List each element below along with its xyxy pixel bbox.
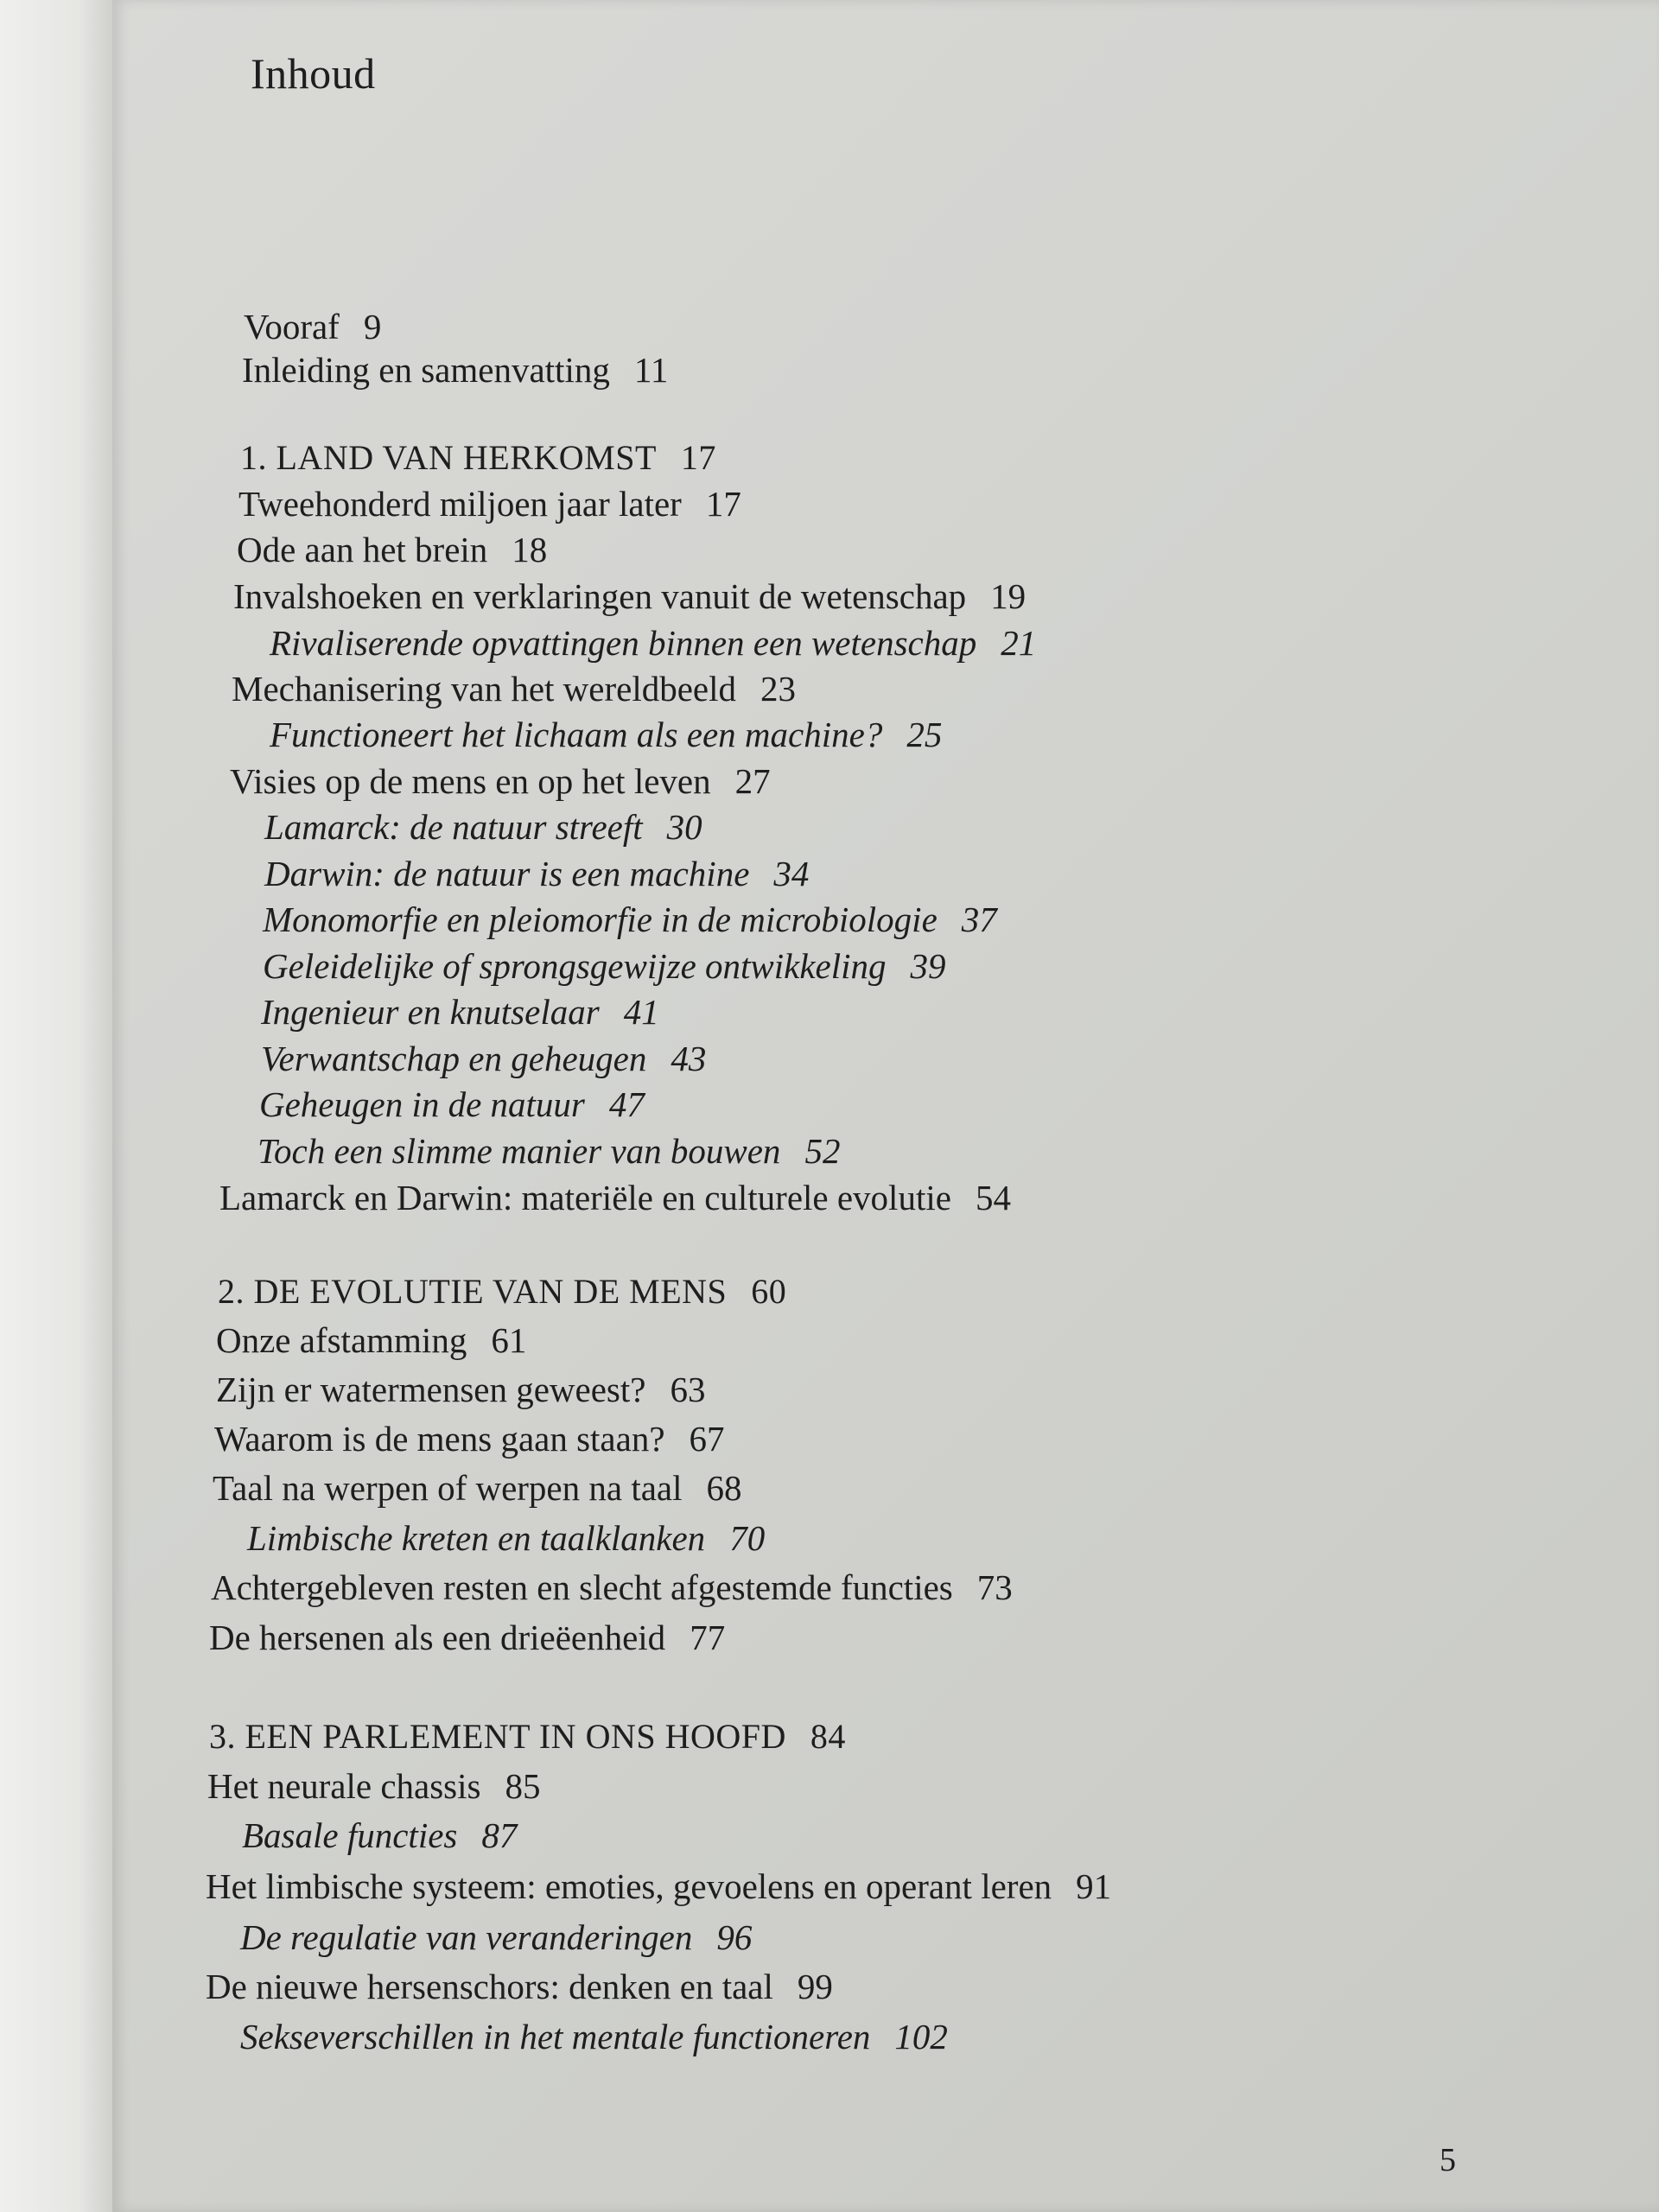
toc-subsection [240,1917,753,1957]
toc-section [206,1866,1112,1906]
toc-subsection [263,899,997,939]
toc-subsection [270,717,942,753]
toc-entry-title: Geheugen in de natuur [259,1084,585,1124]
toc-entry-title: Vooraf [244,307,340,346]
toc-section [206,1969,833,2005]
toc-subsection [261,992,659,1032]
toc-entry-title: Rivaliserende opvattingen binnen een wetenschap [270,623,977,663]
toc-entry-page: 34 [773,854,810,893]
toc-entry-title: 1. LAND VAN HERKOMST [240,438,657,477]
toc-section [214,1421,725,1457]
toc-entry-page: 9 [363,307,382,346]
toc-subsection [261,1041,706,1077]
toc-entry-title: De hersenen als een drieëenheid [209,1618,666,1657]
toc-entry-page: 68 [706,1468,742,1508]
toc-entry-page: 73 [976,1567,1013,1607]
toc-entry-page: 91 [1076,1866,1112,1906]
toc-subsection [270,623,1037,663]
toc-entry-title: Achtergebleven resten en slecht afgestemde functies [211,1567,953,1607]
toc-entry-page: 11 [633,350,669,390]
toc-entry-title: De regulatie van veranderingen [240,1917,693,1957]
toc-entry-title: Darwin: de natuur is een machine [264,854,750,893]
toc-entry-page: 99 [797,1967,833,2006]
toc-entry-page: 77 [690,1618,726,1657]
toc-entry-title: Toch een slimme manier van bouwen [257,1131,781,1171]
toc-section [209,1620,725,1656]
toc-entry-page: 60 [751,1272,787,1311]
toc-section [216,1320,527,1360]
toc-entry-page: 43 [671,1039,707,1078]
toc-entry-title: Invalshoeken en verklaringen vanuit de wetenschap [233,576,967,616]
toc-entry-page: 52 [804,1131,841,1171]
toc-entry-title: Geleidelijke of sprongsgewijze ontwikkeling [263,946,887,986]
toc-entry-title: 2. DE EVOLUTIE VAN DE MENS [218,1272,728,1311]
facing-page-edge [0,0,112,2212]
toc-chapter [240,438,716,477]
toc-entry-page: 17 [680,438,716,477]
toc-entry-page: 25 [906,715,943,754]
toc-section [207,1766,541,1806]
toc-entry-title: Basale functies [242,1815,458,1855]
toc-section [244,309,381,345]
toc-entry-title: Mechanisering van het wereldbeeld [232,669,737,709]
toc-entry-title: Verwantschap en geheugen [261,1039,647,1078]
toc-entry-title: Taal na werpen of werpen na taal [213,1468,683,1508]
toc-entry-title: Ode aan het brein [237,530,488,569]
page-title: Inhoud [251,49,376,98]
toc-entry-page: 96 [716,1917,753,1957]
toc-entry-page: 27 [734,761,771,801]
toc-entry-page: 17 [705,484,741,524]
toc-entry-title: De nieuwe hersenschors: denken en taal [206,1967,773,2006]
toc-section [232,671,796,707]
toc-entry-title: Functioneert het lichaam als een machine? [270,715,883,754]
toc-entry-page: 47 [608,1084,645,1124]
toc-section [237,532,547,568]
toc-entry-page: 37 [961,899,997,939]
toc-entry-title: Ingenieur en knutselaar [261,992,600,1032]
toc-entry-title: Inleiding en samenvatting [242,350,610,390]
toc-entry-page: 70 [729,1518,766,1558]
toc-entry-page: 102 [894,2017,948,2056]
toc-subsection [259,1084,645,1124]
toc-entry-title: Onze afstamming [216,1320,467,1360]
toc-entry-title: Het limbische systeem: emoties, gevoelens en operant leren [206,1866,1052,1906]
toc-entry-page: 87 [481,1815,518,1855]
toc-entry-page: 21 [1001,623,1037,663]
toc-subsection [263,946,946,986]
toc-section [233,576,1027,616]
toc-subsection [257,1131,841,1171]
toc-entry-page: 61 [491,1320,527,1360]
toc-subsection [240,2019,948,2055]
toc-entry-page: 23 [760,669,797,709]
toc-entry-title: 3. EEN PARLEMENT IN ONS HOOFD [209,1717,786,1756]
toc-entry-title: Tweehonderd miljoen jaar later [238,484,682,524]
page-number: 5 [1440,2142,1456,2178]
toc-entry-page: 54 [975,1178,1011,1217]
toc-entry-title: Sekseverschillen in het mentale functioneren [240,2017,871,2056]
toc-entry-page: 19 [990,576,1027,616]
toc-section [238,486,741,522]
toc-entry-title: Het neurale chassis [207,1766,481,1806]
toc-chapter [209,1719,846,1754]
toc-entry-title: Lamarck: de natuur streeft [264,807,643,847]
toc-entry-page: 30 [666,807,702,847]
toc-entry-title: Visies op de mens en op het leven [230,761,711,801]
toc-entry-page: 67 [689,1419,725,1459]
toc-entry-page: 39 [910,946,946,986]
toc-subsection [264,856,809,892]
toc-subsection [264,807,702,847]
toc-entry-title: Lamarck en Darwin: materiële en culturele evolutie [219,1178,951,1217]
toc-entry-title: Limbische kreten en taalklanken [247,1518,706,1558]
toc-subsection [247,1518,766,1558]
toc-entry-page: 85 [505,1766,541,1806]
toc-section [230,761,771,801]
toc-entry-page: 41 [623,992,659,1032]
toc-section [213,1468,742,1508]
toc-entry-title: Waarom is de mens gaan staan? [214,1419,665,1459]
toc-entry-title: Monomorfie en pleiomorfie in de microbiologie [263,899,938,939]
toc-section [219,1180,1011,1216]
toc-section [211,1567,1013,1607]
toc-entry-page: 63 [670,1370,706,1409]
toc-entry-page: 84 [810,1717,846,1756]
toc-chapter [218,1274,786,1309]
toc-section [242,350,669,390]
toc-subsection [242,1815,518,1855]
toc-section [216,1372,705,1408]
toc-entry-title: Zijn er watermensen geweest? [216,1370,646,1409]
toc-entry-page: 18 [512,530,548,569]
